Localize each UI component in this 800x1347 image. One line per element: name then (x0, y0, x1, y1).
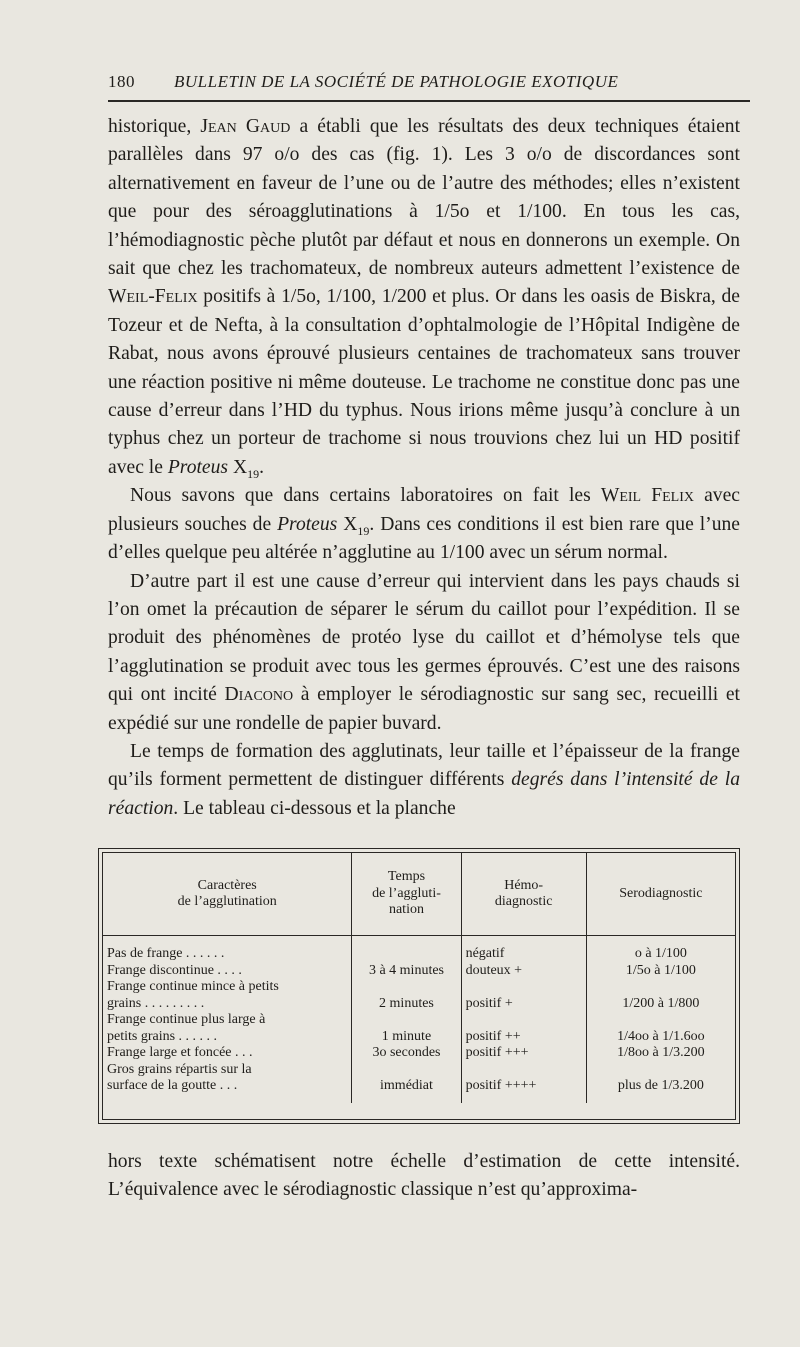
text: . Dans ces conditions il est bien rare que l’une d’elles quelque peu altérée n’agglutine au 1/100 avec un sérum normal. (108, 513, 740, 564)
table-cell: 2 minutes (379, 995, 434, 1011)
header-line: nation (388, 902, 424, 918)
text: a établi que les résultats des deux techniques étaient parallèles dans 97 o/o des cas (fig. 1). Les 3 o/o de discordances sont alternativement en faveur de l’une ou de l’autre des méthodes; elles n’existent que pour des séroagglutinations à 1/5o et 1/100. En tous les cas, l’hémodiagnostic pèche plutôt par défaut et nous en donnerons un exemple. On sait que chez les trachomateux, de nombreux auteurs admettent l’existence de (108, 116, 741, 280)
table-cell (356, 979, 456, 996)
header-caracteres (103, 853, 352, 936)
table-cell: surface de la goutte . . . (107, 1078, 238, 1093)
header-line: de l’agglutination (177, 894, 277, 909)
table-cell: petits grains . . . . . . (107, 1028, 218, 1044)
table-cell: douteux + (465, 962, 523, 978)
text: historique, (108, 116, 201, 137)
table-cell: positif +++ (465, 1045, 529, 1060)
paragraph-5: hors texte schématisent notre échelle d’estimation de cette intensité. L’équivalence avec le sérodiagnostic classique n’est qu’approxima- (108, 1151, 740, 1201)
author-name: Weil Felix (600, 485, 694, 507)
emphasis: degrés dans l’intensité de la réaction (108, 769, 741, 819)
paragraph-3 (108, 568, 740, 738)
col-serodiagnostic (586, 936, 735, 1103)
table-cell: positif ++ (465, 1028, 521, 1044)
table-cell: Frange large et foncée . . . (107, 1045, 253, 1060)
table-cell: positif ++++ (465, 1078, 537, 1093)
page-number: 180 (108, 72, 135, 91)
subscript: 19 (357, 523, 370, 538)
closing-text (108, 1148, 740, 1205)
table-cell: grains . . . . . . . . . (107, 995, 205, 1011)
table-cell: 1 minute (381, 1028, 432, 1044)
col-hemodiagnostic (461, 936, 586, 1103)
table-cell: 1/4oo à 1/1.6oo (617, 1028, 705, 1044)
paragraph-1 (108, 113, 740, 482)
paragraph-4 (108, 738, 740, 823)
header-line: Temps (387, 869, 426, 885)
journal-title: BULLETIN DE LA SOCIÉTÉ DE PATHOLOGIE EXOTIQUE (174, 72, 619, 91)
table-cell (356, 1012, 456, 1029)
table-cell: o à 1/100 (634, 946, 687, 961)
table-cell (591, 979, 731, 996)
table-cell: immédiat (380, 1078, 433, 1093)
table-cell (591, 1062, 731, 1079)
author-name: Weil-Felix (108, 286, 198, 308)
header-line: diagnostic (494, 894, 553, 909)
header-line: Serodiagnostic (619, 885, 703, 901)
header-temps (352, 853, 461, 936)
table-cell: positif + (465, 995, 513, 1011)
text: . Le tableau ci-dessous et la planche (173, 797, 456, 819)
text: X (228, 456, 248, 478)
body-text (108, 113, 740, 823)
table-cell (591, 1012, 731, 1029)
text: . (259, 456, 265, 478)
table-cell: négatif (465, 946, 505, 961)
table-cell: Frange discontinue . . . . (107, 962, 242, 978)
text: X (337, 513, 358, 535)
subscript: 19 (247, 466, 260, 481)
table-body-row (103, 936, 735, 1103)
species-name: Proteus (167, 456, 229, 478)
species-name: Proteus (277, 513, 338, 535)
table-cell: Gros grains répartis sur la (107, 1061, 252, 1077)
text: à employer le sérodiagnostic sur sang sec, recueilli et expédié sur une rondelle de papier buvard. (108, 684, 740, 734)
text: positifs à 1/5o, 1/100, 1/200 et plus. Or dans les oasis de Biskra, de Tozeur et de Nefta, à la consultation d’ophtalmologie de l’Hôpital Indigène de Rabat, nous avons éprouvé plusieurs centaines de trachomateux sans trouver une réaction positive ni même douteuse. Le trachome ne constitue donc pas une cause d’erreur dans l’HD du typhus. Nous irions même jusqu’à conclure à un typhus chez un porteur de trachome si nous trouvions chez lui un HD positif avec le (108, 286, 740, 478)
table-cell: Frange continue mince à petits (107, 979, 279, 994)
text: Nous savons que dans certains laboratoires on fait les (130, 485, 601, 507)
agglutination-table (103, 853, 735, 1103)
table-cell: Frange continue plus large à (107, 1012, 266, 1027)
table-cell (466, 1062, 582, 1079)
table-cell (356, 946, 456, 963)
author-name: Jean Gaud (200, 116, 291, 137)
author-name: Diacono (224, 684, 294, 706)
header-line: Caractères (197, 877, 257, 893)
table-cell (356, 1062, 456, 1079)
header-serodiagnostic (586, 853, 735, 936)
header-line: de l’aggluti- (372, 885, 441, 901)
header-hemodiagnostic (461, 853, 586, 936)
text: D’autre part il est une cause d’erreur qui intervient dans les pays chauds si l’on omet la précaution de séparer le sérum du caillot pour l’expédition. Il se produit des phénomènes de protéo lyse du caillot et d’hémolyse tels que l’agglutination se produit avec tous les germes éprouvés. C’est une des raisons qui ont incité (108, 570, 740, 706)
table-cell (466, 979, 582, 996)
table-header-row (103, 853, 735, 936)
agglutination-table-frame (98, 848, 740, 1124)
text: Le temps de formation des agglutinats, leur taille et l’épaisseur de la frange qu’ils forment permettent de distinguer différents (108, 740, 740, 791)
table-cell: plus de 1/3.200 (617, 1078, 704, 1093)
header-line: Hémo- (504, 877, 544, 893)
table-cell: 1/8oo à 1/3.200 (617, 1045, 705, 1060)
col-caracteres (103, 936, 352, 1103)
table-cell: 1/5o à 1/100 (625, 962, 696, 978)
paragraph-2 (108, 482, 740, 567)
table-cell: 3o secondes (372, 1045, 441, 1060)
table-cell: Pas de frange . . . . . . (107, 946, 225, 961)
text: avec plusieurs souches de (108, 485, 740, 535)
table-cell: 1/200 à 1/800 (622, 995, 700, 1011)
header-rule (108, 100, 750, 102)
table-cell (466, 1012, 582, 1029)
table-cell: 3 à 4 minutes (368, 962, 444, 978)
col-temps (352, 936, 461, 1103)
